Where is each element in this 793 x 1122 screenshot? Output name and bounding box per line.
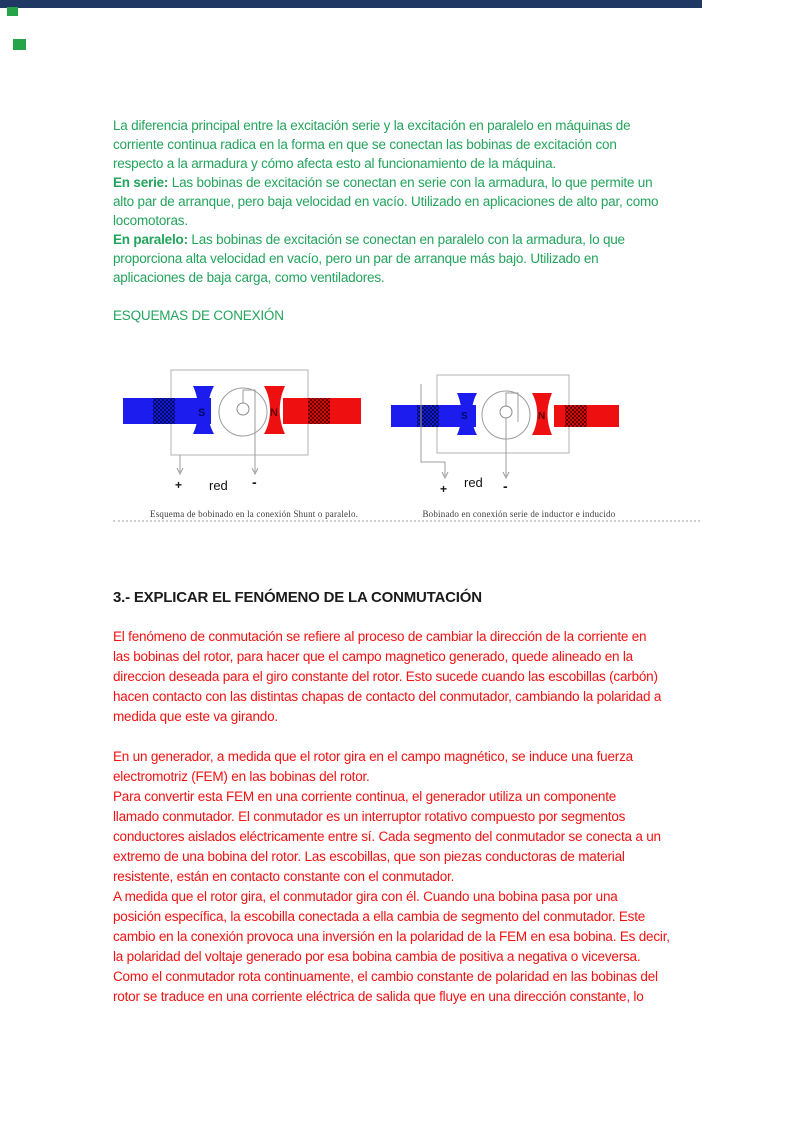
paralelo-text: Las bobinas de excitación se conectan en paralelo con la armadura, lo que proporciona alta velocidad en vacío, pero un par de arranque más bajo. Utilizado en aplicaciones de baja carga, como ventiladores.	[113, 232, 625, 285]
coil-hatch-right	[565, 405, 587, 427]
commutation-paragraph-3: Para convertir esta FEM en una corriente continua, el generador utiliza un componente llamado conmutador. El conmutador es un interruptor rotativo compuesto por segmentos conductores aislados eléctricamente entre sí. Cada segmento del conmutador se conecta a un extremo de una bobina del rotor. Las escobillas, que son piezas conductoras de material resistente, están en contacto constante con el conmutador.	[113, 789, 661, 884]
commutation-section	[113, 627, 689, 1007]
commutation-paragraph-2: En un generador, a medida que el rotor gira en el campo magnético, se induce una fuerza electromotriz (FEM) en las bobinas del rotor.	[113, 749, 633, 784]
minus-terminal-label: -	[503, 478, 509, 494]
coil-hatch-right	[308, 398, 330, 424]
connection-diagrams	[113, 362, 700, 522]
footer-bar-artifact	[0, 0, 702, 8]
paralelo-label: En paralelo:	[113, 232, 188, 247]
commutation-paragraph-4: A medida que el rotor gira, el conmutador gira con él. Cuando una bobina pasa por una posición específica, la escobilla conectada a ella cambia de segmento del conmutador. Este cambio en la conexión provoca una inversión en la polaridad de la FEM en esa bobina. Es decir, la polaridad del voltaje generado por esa bobina cambia de positiva a negativa o viceversa. Como el conmutador rota continuamente, el cambio constante de polaridad en las bobinas del rotor se traduce en una corriente eléctrica de salida que fluye en una dirección constante, lo	[113, 889, 670, 1004]
commutation-paragraph-1: El fenómeno de conmutación se refiere al proceso de cambiar la dirección de la corriente en las bobinas del rotor, para hacer que el campo magnetico generado, quede alineado en la direccion deseada para el giro constante del rotor. Esto sucede cuando las escobillas (carbón) hacen contacto con las distintas chapas de contacto del conmutador, cambiando la polaridad a medida que este va girando.	[113, 629, 662, 724]
commutator-circle	[500, 406, 512, 418]
series-diagram-image	[389, 362, 704, 502]
supply-red-label: red	[464, 475, 484, 490]
serie-label: En serie:	[113, 175, 169, 190]
pole-s-label: S	[461, 411, 469, 422]
intro-paragraph: La diferencia principal entre la excitación serie y la excitación en paralelo en máquinas de corriente continua radica en la forma en que se conectan las bobinas de excitación con respecto a la armadura y cómo afecta esto al funcionamiento de la máquina.	[113, 118, 631, 171]
supply-red-label: red	[209, 478, 228, 493]
coil-hatch-left	[417, 405, 439, 427]
green-marker-top-2	[13, 39, 26, 50]
commutator-circle	[237, 403, 249, 415]
green-marker-top-1	[7, 7, 18, 16]
section-3-heading: 3.- EXPLICAR EL FENÓMENO DE LA CONMUTACIÓN	[113, 589, 482, 606]
figure-series-connection	[389, 362, 704, 519]
shunt-caption: Esquema de bobinado en la conexión Shunt o paralelo.	[150, 509, 359, 519]
figure-shunt-connection	[113, 362, 385, 519]
pole-n-label: N	[538, 411, 546, 422]
plus-terminal-label: +	[440, 482, 448, 496]
plus-wire	[421, 384, 445, 476]
shunt-diagram-image	[113, 362, 385, 502]
pole-n-label: N	[270, 407, 278, 419]
minus-terminal-label: -	[252, 474, 257, 490]
schemes-heading: ESQUEMAS DE CONEXIÓN	[113, 308, 284, 323]
coil-hatch-left	[153, 398, 175, 424]
pole-s-label: S	[198, 407, 206, 419]
serie-paragraph	[113, 173, 685, 230]
serie-text: Las bobinas de excitación se conectan en serie con la armadura, lo que permite un alto par de arranque, pero baja velocidad en vacío. Utilizado en aplicaciones de alto par, como locomotoras.	[113, 175, 659, 228]
intro-section	[113, 116, 685, 325]
plus-terminal-label: +	[175, 478, 183, 492]
paralelo-paragraph	[113, 230, 685, 287]
series-caption: Bobinado en conexión serie de inductor e inducido	[422, 509, 616, 519]
